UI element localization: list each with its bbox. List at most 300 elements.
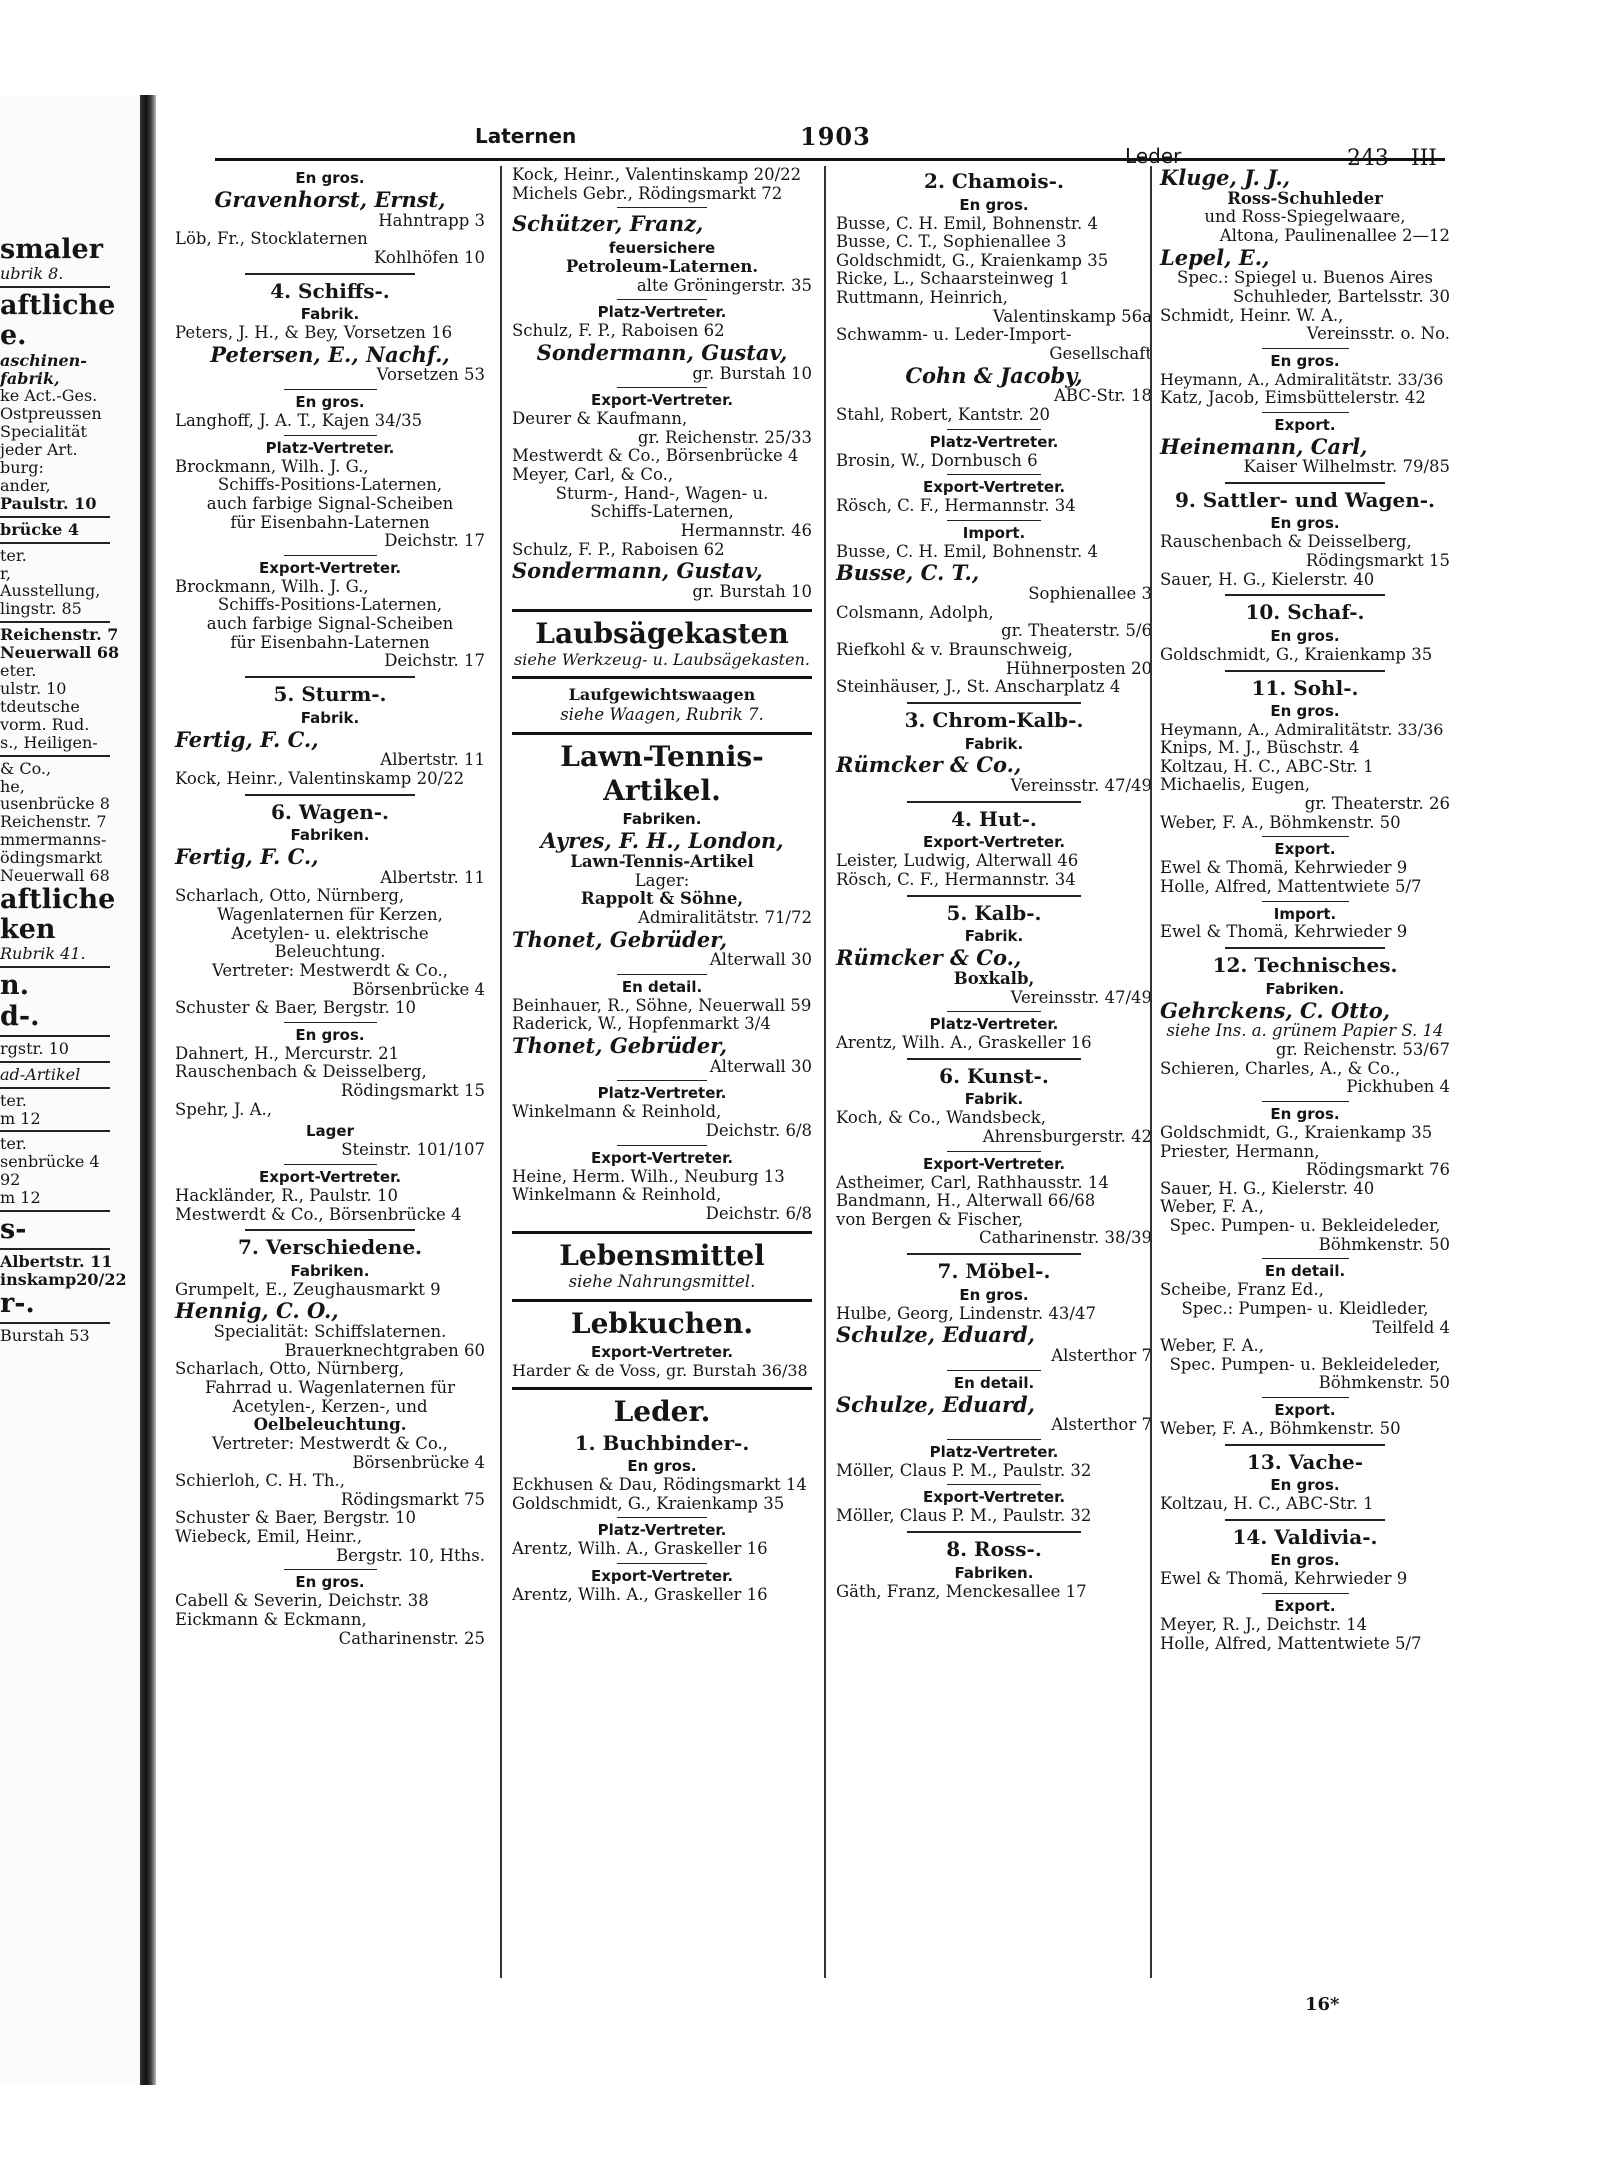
entry-line: Arentz, Wilh. A., Graskeller 16 [836,1033,1092,1053]
subheading: Platz-Vertreter. [597,1084,727,1103]
entry-line: alte Gröningerstr. 35 [636,275,812,295]
firm-name: Schützer, Franz, [512,211,704,237]
firm-name: Kluge, J. J., [1160,165,1291,190]
prev-page-line: rgstr. 10 [0,1039,69,1058]
entry-line: Rödingsmarkt 15 [340,1081,485,1101]
subheading: En gros. [295,1573,365,1592]
prev-page-line: ulstr. 10 [0,680,67,698]
entry-line: Michaelis, Eugen, [1160,775,1311,795]
entry-line: Kock, Heinr., Valentinskamp 20/22 [175,768,465,788]
entry-line: Colsmann, Adolph, [836,602,994,622]
prev-page-line: Albertstr. 11 [0,1253,113,1272]
entry-line: Mestwerdt & Co., Börsenbrücke 4 [175,1204,462,1224]
entry-line: Specialität: Schiffslaternen. [213,1322,447,1342]
entry-line: Schuster & Baer, Bergstr. 10 [175,1508,417,1528]
entry-line: Catharinenstr. 38/39 [979,1228,1152,1248]
entry-line: Vertreter: Mestwerdt & Co., [211,960,449,980]
entry-line: Scharlach, Otto, Nürnberg, [175,1359,405,1379]
entry-line: Grumpelt, E., Zeughausmarkt 9 [175,1279,441,1299]
entry-line: Schiffs-Positions-Laternen, [217,595,443,615]
entry-line: Deichstr. 17 [384,531,485,551]
prev-page-line: ken [0,915,56,946]
section-heading: 6. Kunst-. [939,1063,1049,1088]
entry-line: Schiffs-Laternen, [590,502,734,522]
subheading: En gros. [1270,702,1340,721]
subheading: Export-Vertreter. [590,1148,734,1167]
entry-line: Schieren, Charles, A., & Co., [1160,1058,1401,1078]
entry-line: Wagenlaternen für Kerzen, [217,905,443,925]
rule [947,429,1042,430]
entry-line: Weber, F. A., Böhmkenstr. 50 [1160,1419,1401,1439]
subheading: Export-Vertreter. [258,558,402,577]
prev-page-line: Neuerwall 68 [0,867,110,885]
prev-page-line: m 12 [0,1189,41,1208]
entry-line: Goldschmidt, G., Kraienkamp 35 [1160,644,1433,664]
entry-line: Schwamm- u. Leder-Import- [836,325,1072,345]
subheading: Fabrik. [964,1090,1024,1109]
rule [512,1387,812,1390]
rule [0,542,110,544]
entry-line: Holle, Alfred, Mattentwiete 5/7 [1160,876,1422,896]
firm-name: Schulze, Eduard, [836,1391,1035,1417]
rule [1225,947,1385,949]
entry-line: gr. Burstah 10 [692,581,812,601]
entry-line: Acetylen- u. elektrische [231,923,429,943]
rule [617,1563,707,1564]
entry-line: auch farbige Signal-Scheiben [206,614,454,634]
subheading: Export-Vertreter. [922,478,1066,497]
prev-page-line: smaler [0,235,103,265]
prev-page-line: ander, [0,476,51,495]
subheading: Platz-Vertreter. [597,1521,727,1540]
entry-line: Hulbe, Georg, Lindenstr. 43/47 [836,1303,1096,1323]
column-divider [1150,166,1152,1978]
entry-line: Rödingsmarkt 76 [1305,1160,1450,1180]
subheading: Platz-Vertreter. [929,432,1059,451]
rule [1262,348,1349,349]
section-heading: 11. Sohl-. [1251,675,1359,700]
entry-line: Heine, Herm. Wilh., Neuburg 13 [512,1166,785,1186]
entry-line: Schulz, F. P., Raboisen 62 [512,539,725,559]
entry-line: Löb, Fr., Stocklaternen [175,229,368,249]
entry-line: Hahntrapp 3 [378,210,485,230]
entry-line: Böhmkenstr. 50 [1318,1234,1450,1254]
rule [512,1299,812,1302]
rule [907,1531,1081,1533]
subheading: Fabrik. [300,708,360,727]
entry-line: Schiffs-Positions-Laternen, [217,475,443,495]
subheading: Export-Vertreter. [922,1488,1066,1507]
rule [0,966,110,968]
book-gutter [140,95,156,2085]
subheading: En gros. [1270,1551,1340,1570]
category-heading: Lawn-Tennis- [560,739,764,773]
entry-line: Rauschenbach & Deisselberg, [1160,532,1412,552]
subheading: En gros. [1270,514,1340,533]
entry-line: Busse, C. H. Emil, Bohnenstr. 4 [836,213,1098,233]
subheading: Fabriken. [954,1563,1034,1582]
entry-line: gr. Reichenstr. 53/67 [1275,1040,1450,1059]
rule [907,1253,1081,1255]
prev-page-line: inskamp20/22 [0,1271,127,1290]
section-heading: 10. Schaf-. [1245,600,1365,625]
subheading: Fabrik. [964,927,1024,946]
subheading: Fabrik. [300,305,360,324]
entry-line: Spec. Pumpen- u. Bekleideleder, [1169,1354,1441,1374]
subheading: En gros. [1270,1104,1340,1123]
rule [947,474,1042,475]
rule [907,895,1081,897]
entry-line: Kock, Heinr., Valentinskamp 20/22 [512,165,802,184]
rule [947,1011,1042,1012]
category-heading: Leder. [613,1394,711,1428]
prev-page-line: r, [0,564,11,583]
prev-page-line: s- [0,1215,27,1246]
entry-line: Bergstr. 10, Hths. [336,1545,485,1565]
rule [0,1322,110,1324]
entry-line: Eickmann & Eckmann, [175,1609,367,1629]
entry-line: Brauerknechtgraben 60 [284,1340,485,1360]
prev-page-line: ad-Artikel [0,1065,81,1084]
prev-page-line: aschinen- [0,351,87,370]
entry-line: Albertstr. 11 [380,867,485,887]
prev-page-line: senbrücke 4 [0,1153,100,1172]
entry-line: siehe Waagen, Rubrik 7. [560,705,764,725]
entry-line: Vorsetzen 53 [376,365,485,385]
rule [907,1058,1081,1060]
rule [1225,1444,1385,1446]
entry-line: Wiebeck, Emil, Heinr., [175,1527,363,1547]
subheading: Import. [962,523,1026,542]
page-number: 243—III [1346,146,1437,171]
entry-line: Koltzau, H. C., ABC-Str. 1 [1160,756,1374,776]
rule [1262,901,1349,902]
prev-page-line: ke Act.-Ges. [0,387,98,406]
subheading: Fabrik. [964,734,1024,753]
entry-line: Ricke, L., Schaarsteinweg 1 [836,269,1070,289]
entry-line: Teilfeld 4 [1372,1317,1450,1337]
entry-line: Boxkalb, [953,968,1035,988]
rule [1225,594,1385,596]
entry-line: Böhmkenstr. 50 [1318,1373,1450,1393]
entry-line: Deichstr. 17 [384,651,485,671]
firm-name: Gravenhorst, Ernst, [214,186,446,212]
entry-line: Winkelmann & Reinhold, [512,1102,722,1122]
subheading: Fabriken. [1265,979,1345,998]
entry-line: Goldschmidt, G., Kraienkamp 35 [512,1493,785,1513]
rule [284,435,377,436]
entry-line: Steinstr. 101/107 [341,1140,485,1160]
entry-line: Cabell & Severin, Deichstr. 38 [175,1591,429,1611]
section-heading: 2. Chamois-. [924,169,1064,193]
rule [0,621,110,623]
entry-line: Deichstr. 6/8 [705,1121,812,1141]
entry-line: Sauer, H. G., Kielerstr. 40 [1160,569,1375,589]
entry-line: Admiralitätstr. 71/72 [638,907,812,927]
entry-line: Heymann, A., Admiralitätstr. 33/36 [1160,369,1444,389]
entry-line: und Ross-Spiegelwaare, [1204,207,1406,227]
entry-line: Albertstr. 11 [380,750,485,770]
rule [617,974,707,975]
subheading: Export. [1274,415,1336,434]
rule [617,1080,707,1081]
prev-page-line: ödingsmarkt [0,849,103,868]
subheading: En detail. [1264,1262,1346,1281]
subheading: Export-Vertreter. [922,833,1066,852]
entry-line: Heymann, A., Admiralitätstr. 33/36 [1160,720,1444,740]
section-heading: 5. Kalb-. [946,900,1042,925]
header-left-keyword: Laternen [475,124,577,148]
entry-line: Busse, C. T., Sophienallee 3 [836,232,1067,252]
column-4 [1160,166,1450,1653]
entry-line: Spehr, J. A., [175,1099,273,1119]
firm-name: Cohn & Jacoby, [905,362,1083,388]
entry-line: Winkelmann & Reinhold, [512,1185,722,1205]
prev-page-line: 92 [0,1171,21,1190]
entry-line: Brosin, W., Dornbusch 6 [836,450,1038,470]
entry-line: gr. Reichenstr. 25/33 [637,427,812,447]
prev-page-line: fabrik, [0,369,60,388]
rule [617,299,707,300]
subheading: Fabriken. [290,826,370,845]
prev-page-line: brücke 4 [0,520,79,539]
rule [1262,836,1349,837]
entry-line: Riefkohl & v. Braunschweig, [836,640,1073,660]
subheading: Export. [1274,1597,1336,1616]
rule [0,286,110,288]
entry-line: Lawn-Tennis-Artikel [570,851,754,871]
entry-line: Rödingsmarkt 15 [1305,551,1450,571]
entry-line: Sturm-, Hand-, Wagen- u. [555,483,769,503]
entry-line: Hackländer, R., Paulstr. 10 [175,1185,399,1205]
entry-line: Altona, Paulinenallee 2—12 [1219,226,1450,245]
entry-line: für Eisenbahn-Laternen [230,512,430,532]
entry-line: Spec.: Pumpen- u. Kleidleder, [1181,1298,1429,1318]
rule [1262,1258,1349,1259]
section-heading: 4. Schiffs-. [270,278,390,303]
entry-line: Fahrrad u. Wagenlaternen für [205,1377,455,1397]
entry-line: Gäth, Franz, Menckesallee 17 [836,1581,1087,1601]
subheading: Platz-Vertreter. [265,438,395,457]
entry-line: Steinhäuser, J., St. Anscharplatz 4 [836,677,1121,697]
entry-line: Alterwall 30 [709,950,812,970]
rule [617,387,707,388]
prev-page-line: s., Heiligen- [0,733,98,752]
entry-line: Deurer & Kaufmann, [512,409,688,429]
column-divider [824,166,826,1978]
entry-line: Mestwerdt & Co., Börsenbrücke 4 [512,446,799,466]
entry-line: siehe Werkzeug- u. Laubsägekasten. [514,650,810,670]
rule [617,1145,707,1146]
rule [284,1569,377,1570]
signature-mark: 16* [1305,1994,1340,2015]
entry-line: Spec.: Spiegel u. Buenos Aires [1177,268,1433,288]
prev-page-line: jeder Art. [0,441,78,460]
entry-line: Hermannstr. 46 [680,520,812,540]
entry-line: Sophienallee 3 [1028,584,1152,604]
rule [512,676,812,679]
prev-page-line: & Co., [0,759,52,778]
entry-line: Ewel & Thomä, Kehrwieder 9 [1160,922,1408,942]
firm-name: Petersen, E., Nachf., [210,341,450,367]
firm-name: Heinemann, Carl, [1160,433,1368,459]
entry-line: Vertreter: Mestwerdt & Co., [211,1433,449,1453]
subheading: En gros. [959,195,1029,214]
prev-page-line: Rubrik 41. [0,945,86,964]
rule [907,702,1081,704]
entry-line: Möller, Claus P. M., Paulstr. 32 [836,1506,1092,1526]
prev-page-line: ter. [0,1135,27,1154]
prev-page-line: ubrik 8. [0,265,64,284]
prev-page-line: Reichenstr. 7 [0,813,107,832]
section-heading: 7. Verschiedene. [237,1235,423,1260]
rule [617,207,707,208]
firm-name: Schulze, Eduard, [836,1322,1035,1348]
section-heading: 3. Chrom-Kalb-. [904,707,1084,732]
entry-line: Rödingsmarkt 75 [340,1489,485,1509]
rule [0,1035,110,1037]
entry-line: Börsenbrücke 4 [352,1452,485,1472]
entry-line: Stahl, Robert, Kantstr. 20 [836,405,1050,425]
subheading: En gros. [295,393,365,412]
previous-page-edge [0,95,158,2085]
entry-line: Möller, Claus P. M., Paulstr. 32 [836,1460,1092,1480]
prev-page-line: tdeutsche [0,697,80,716]
entry-line: Lager: [634,870,690,890]
entry-line: Oelbeleuchtung. [253,1415,407,1435]
entry-line: Scheibe, Franz Ed., [1160,1280,1324,1300]
subheading: En gros. [1270,626,1340,645]
previous-page-fragment [0,235,132,1345]
firm-name: Sondermann, Gustav, [512,558,763,584]
firm-name: Sondermann, Gustav, [536,339,788,365]
rule [0,755,110,757]
firm-name: Thonet, Gebrüder, [512,926,728,952]
subheading: En gros. [959,1285,1029,1304]
entry-line: von Bergen & Fischer, [836,1209,1024,1229]
firm-name: Busse, C. T., [836,560,980,586]
entry-line: Bandmann, H., Alterwall 66/68 [836,1191,1096,1211]
column-1 [175,166,485,1648]
prev-page-line: n. [0,971,30,1002]
section-heading: 5. Sturm-. [273,681,387,706]
subheading: En detail. [621,977,703,996]
entry-line: gr. Theaterstr. 26 [1304,794,1450,814]
rule [907,801,1081,803]
entry-line: Beleuchtung. [274,942,386,962]
entry-line: ABC-Str. 18 [1053,386,1152,406]
category-heading: Lebensmittel [559,1238,765,1272]
entry-line: Alsterthor 7 [1051,1345,1152,1365]
entry-line: Alsterthor 7 [1051,1415,1152,1435]
entry-line: siehe Ins. a. grünem Papier S. 14 [1166,1021,1444,1041]
entry-line: Katz, Jacob, Eimsbüttelerstr. 42 [1160,387,1426,407]
entry-line: Busse, C. H. Emil, Bohnenstr. 4 [836,541,1098,561]
prev-page-line: burg: [0,459,44,477]
entry-line: Valentinskamp 56a [992,306,1152,326]
entry-line: für Eisenbahn-Laternen [230,632,430,652]
entry-line: Ewel & Thomä, Kehrwieder 9 [1160,858,1408,878]
entry-line: Koch, & Co., Wandsbeck, [836,1108,1046,1128]
entry-line: Langhoff, J. A. T., Kajen 34/35 [175,411,423,431]
entry-line: Harder & de Voss, gr. Burstah 36/38 [512,1360,808,1380]
rule [245,794,416,796]
subheading: Export-Vertreter. [590,1566,734,1585]
prev-page-line: lingstr. 85 [0,600,82,619]
entry-line: Eckhusen & Dau, Rödingsmarkt 14 [512,1475,807,1495]
subheading: En gros. [1270,1476,1340,1495]
rule [947,1439,1042,1440]
entry-line: Rauschenbach & Deisselberg, [175,1062,427,1082]
header-rule [215,158,1445,161]
prev-page-line: r-. [0,1289,35,1320]
rule [1262,1397,1349,1398]
entry-line: Priester, Hermann, [1160,1141,1320,1161]
prev-page-line: aftliche [0,291,116,322]
entry-line: gr. Theaterstr. 5/6 [1001,621,1152,641]
prev-page-line: ter. [0,1091,27,1110]
entry-line: Raderick, W., Hopfenmarkt 3/4 [512,1014,771,1034]
column-divider [500,166,502,1978]
firm-name: Rümcker & Co., [836,752,1022,778]
prev-page-line: m 12 [0,1109,41,1128]
entry-line: gr. Burstah 10 [692,363,812,383]
rule [0,516,110,518]
entry-line: Vereinsstr. o. No. [1306,324,1450,344]
entry-line: Catharinenstr. 25 [338,1628,485,1648]
entry-line: Brockmann, Wilh. J. G., [175,456,369,476]
subheading: Platz-Vertreter. [929,1015,1059,1034]
header-right-keyword: Leder [1125,144,1182,168]
entry-line: Kaiser Wilhelmstr. 79/85 [1243,457,1450,477]
section-heading: 4. Hut-. [951,806,1037,831]
entry-line: Hühnerposten 20 [1005,658,1152,678]
entry-line: Pickhuben 4 [1346,1077,1450,1097]
rule [1262,412,1349,413]
section-heading: 12. Technisches. [1212,953,1398,978]
rule [245,1229,416,1231]
entry-line: Ewel & Thomä, Kehrwieder 9 [1160,1569,1408,1589]
rule [947,1370,1042,1371]
entry-line: Weber, F. A., Böhmkenstr. 50 [1160,812,1401,832]
prev-page-line: Paulstr. 10 [0,494,97,513]
subheading: Export-Vertreter. [922,1154,1066,1173]
entry-line: Acetylen-, Kerzen-, und [232,1396,428,1416]
entry-line: Deichstr. 6/8 [705,1203,812,1223]
category-heading: Laufgewichtswaagen [568,685,756,705]
rule [1262,1593,1349,1594]
entry-line: Leister, Ludwig, Alterwall 46 [836,851,1079,871]
prev-page-line: d-. [0,1001,40,1032]
rule [1225,482,1385,484]
subheading: Import. [1273,904,1337,923]
category-heading: Artikel. [603,774,721,808]
rule [512,1231,812,1234]
firm-name: Gehrckens, C. Otto, [1160,997,1391,1023]
firm-name: Fertig, F. C., [175,726,319,752]
rule [245,273,416,275]
entry-line: Rösch, C. F., Hermannstr. 34 [836,496,1076,516]
rule [284,555,377,556]
subheading: En gros. [295,1025,365,1044]
entry-line: Schulz, F. P., Raboisen 62 [512,321,725,341]
rule [284,1022,377,1023]
column-3 [836,166,1152,1601]
subheading: Fabriken. [290,1261,370,1280]
subheading: Export-Vertreter. [590,1342,734,1361]
entry-line: Gesellschaft [1049,344,1152,364]
entry-line: Petroleum-Laternen. [565,256,759,276]
